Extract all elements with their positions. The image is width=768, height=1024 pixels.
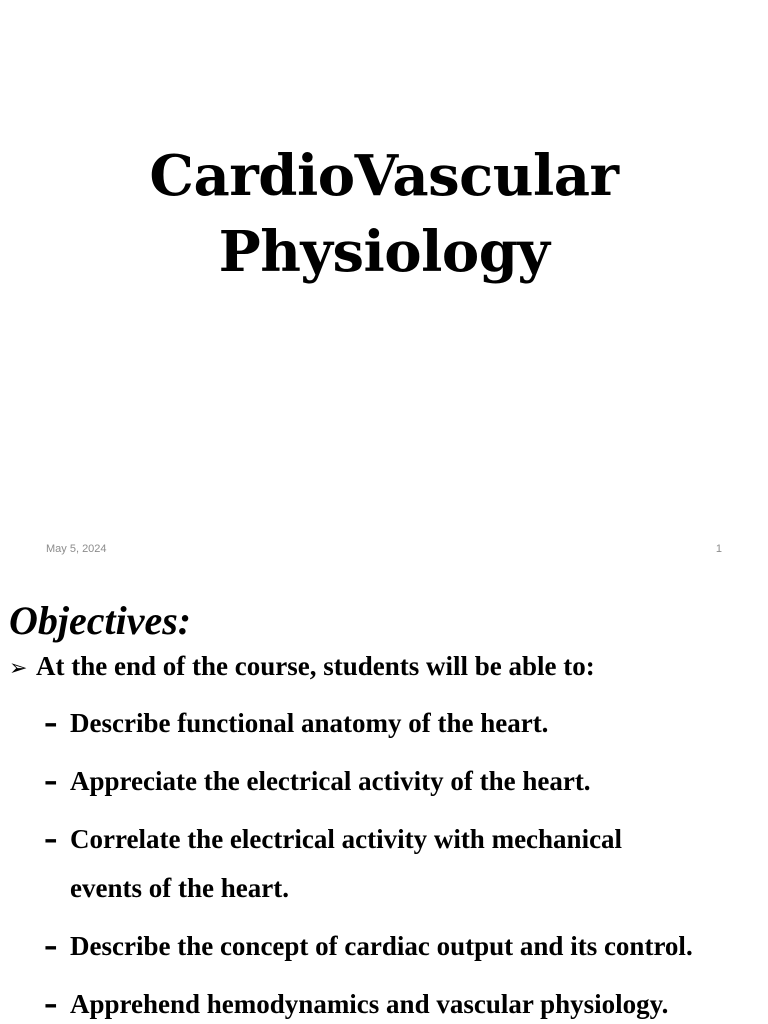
intro-bullet-item bbox=[9, 648, 595, 687]
page-number: 1 bbox=[715, 543, 722, 555]
arrow-bullet-icon: ➢ bbox=[9, 656, 28, 681]
dash-bullet-icon: – bbox=[44, 931, 58, 962]
objective-item bbox=[44, 980, 764, 1024]
footer-date: May 5, 2024 bbox=[46, 543, 107, 555]
objective-text: Correlate the electrical activity with mechanical bbox=[70, 824, 623, 854]
objective-item bbox=[44, 699, 764, 748]
objective-text: Describe the concept of cardiac output and its control. bbox=[70, 931, 693, 961]
dash-bullet-icon: – bbox=[44, 708, 58, 739]
intro-text: At the end of the course, students will be able to: bbox=[36, 651, 595, 681]
objectives-slide bbox=[0, 576, 768, 1024]
dash-bullet-icon: – bbox=[44, 824, 58, 855]
objective-item bbox=[44, 922, 764, 971]
dash-bullet-icon: – bbox=[44, 766, 58, 797]
slide-title-line-2: Physiology bbox=[218, 219, 550, 285]
objective-item bbox=[44, 815, 764, 913]
objective-text-continued: events of the heart. bbox=[70, 873, 289, 903]
objective-text: Appreciate the electrical activity of the heart. bbox=[70, 766, 591, 796]
objective-text: Describe functional anatomy of the heart. bbox=[70, 708, 549, 738]
slide-title-line-1: CardioVascular bbox=[149, 143, 619, 209]
objective-item bbox=[44, 757, 764, 806]
objective-text: Apprehend hemodynamics and vascular physiology. bbox=[70, 989, 669, 1019]
objectives-heading: Objectives: bbox=[9, 598, 192, 643]
slide-title bbox=[0, 138, 768, 290]
dash-bullet-icon: – bbox=[44, 989, 58, 1020]
